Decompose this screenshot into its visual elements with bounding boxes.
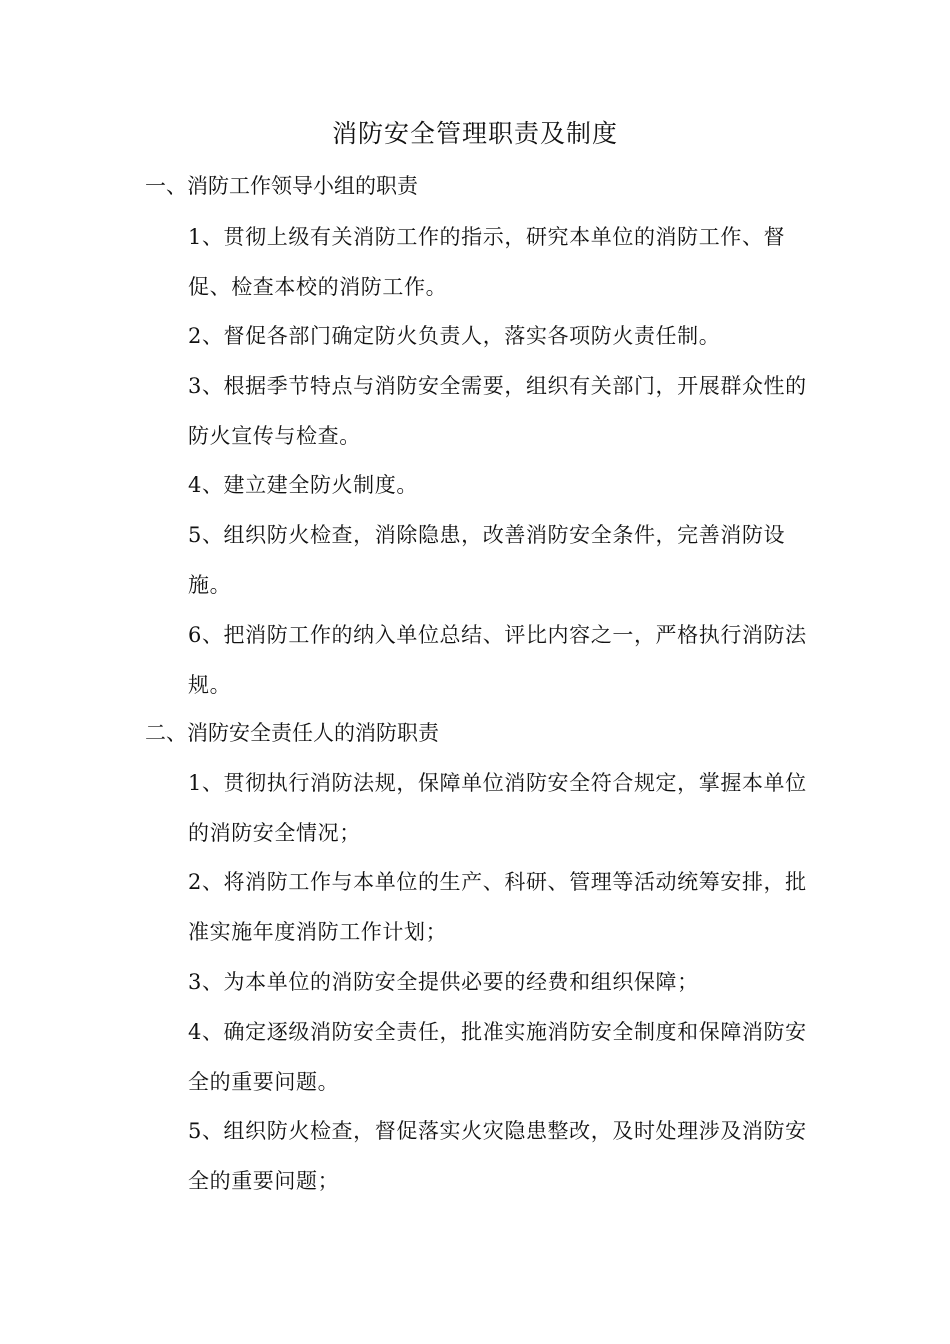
section-2-item-5: 5、组织防火检查，督促落实火灾隐患整改，及时处理涉及消防安全的重要问题； <box>188 1119 807 1193</box>
section-2-item-3: 3、为本单位的消防安全提供必要的经费和组织保障； <box>188 970 699 994</box>
section-heading-2: 二、消防安全责任人的消防职责 <box>145 721 439 745</box>
section-1-item-2: 2、督促各部门确定防火负责人，落实各项防火责任制。 <box>188 324 721 348</box>
section-2-item-2: 2、将消防工作与本单位的生产、科研、管理等活动统筹安排，批准实施年度消防工作计划； <box>188 870 807 944</box>
section-heading-1: 一、消防工作领导小组的职责 <box>145 174 418 198</box>
section-2-item-1: 1、贯彻执行消防法规，保障单位消防安全符合规定，掌握本单位的消防安全情况； <box>188 771 807 845</box>
section-1-item-1: 1、贯彻上级有关消防工作的指示，研究本单位的消防工作、督促、检查本校的消防工作。 <box>188 225 786 299</box>
section-2-item-4: 4、确定逐级消防安全责任，批准实施消防安全制度和保障消防安全的重要问题。 <box>188 1020 807 1094</box>
section-1-item-4: 4、建立建全防火制度。 <box>188 473 418 497</box>
section-1-item-6: 6、把消防工作的纳入单位总结、评比内容之一，严格执行消防法规。 <box>188 623 807 697</box>
document-title: 消防安全管理职责及制度 <box>331 119 618 148</box>
section-1-item-3: 3、根据季节特点与消防安全需要，组织有关部门，开展群众性的防火宣传与检查。 <box>188 374 807 448</box>
section-1-item-5: 5、组织防火检查，消除隐患，改善消防安全条件，完善消防设施。 <box>188 523 786 597</box>
